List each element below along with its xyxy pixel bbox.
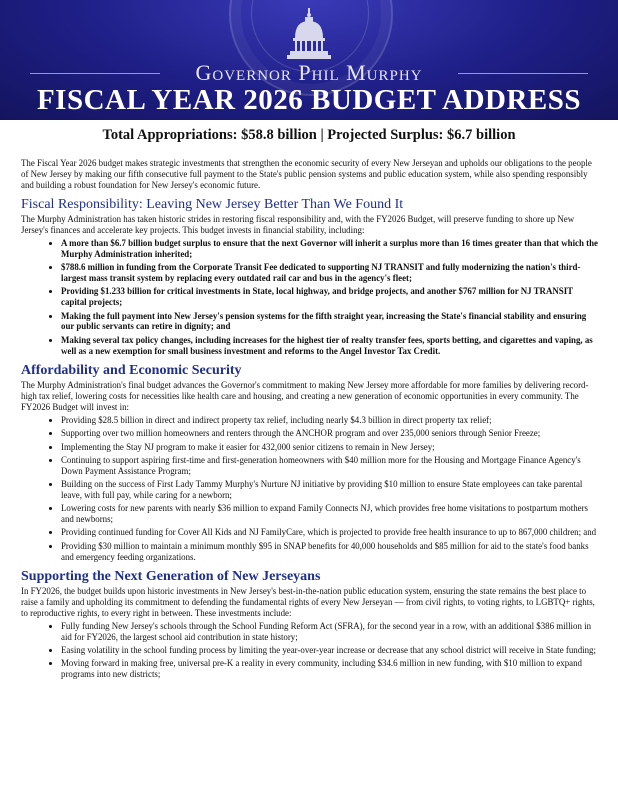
list-item: • Continuing to support aspiring first-time and first-generation homeowners with $40 million more for the Housing and Mortgage Finance Agency's Down Payment Assistance Program; (61, 455, 598, 477)
list-item: • $788.6 million in funding from the Corporate Transit Fee dedicated to supporting NJ TRANSIT and fully modernizing the nation's third-largest mass transit system by replacing every outdated rail car and bus in the agency's fleet; (61, 262, 598, 284)
capitol-dome-icon (287, 8, 331, 62)
list-item: • Building on the success of First Lady Tammy Murphy's Nurture NJ initiative by providing $10 million to ensure State employees can take parental leave, with full pay, while caring for a newborn; (61, 479, 598, 501)
list-item: • Implementing the Stay NJ program to make it easier for 432,000 senior citizens to remain in New Jersey; (61, 442, 598, 453)
intro-paragraph: The Fiscal Year 2026 budget makes strategic investments that strengthen the economic security of every New Jerseyan and upholds our obligations to the people of New Jersey by making our fifth consecutive full payment to the State's public pension systems and public education system, while also spending responsibly and building a robust foundation for New Jersey's economic future. (21, 158, 592, 190)
budget-totals: Total Appropriations: $58.8 billion | Projected Surplus: $6.7 billion (102, 127, 516, 143)
section-heading: Affordability and Economic Security (21, 363, 242, 379)
bullet-list (21, 621, 598, 680)
list-item: • Providing $1.233 billion for critical investments in State, local highway, and bridge projects, and another $767 million for NJ TRANSIT capital projects; (61, 286, 598, 308)
document-body (0, 158, 618, 680)
list-item: • Providing $28.5 billion in direct and indirect property tax relief, including nearly $4.3 billion in direct property tax relief; (61, 415, 598, 426)
list-item: • Supporting over two million homeowners and renters through the ANCHOR program and over 235,000 seniors through Senior Freeze; (61, 428, 598, 439)
section-body: The Murphy Administration has taken historic strides in restoring fiscal responsibility and, with the FY2026 Budget, will preserve funding to shore up New Jersey's finances and accelerate key projects. This budget invests in financial stability, including: (21, 214, 575, 236)
list-item: • Lowering costs for new parents with nearly $36 million to expand Family Connects NJ, which provides free home visitations to postpartum mothers and newborns; (61, 503, 598, 525)
section-heading: Fiscal Responsibility: Leaving New Jersey Better Than We Found It (21, 197, 404, 213)
section-fiscal-responsibility (21, 196, 598, 356)
section-body: The Murphy Administration's final budget advances the Governor's commitment to making New Jersey more affordable for more families by delivering record-high tax relief, lowering costs for necessities like health care and housing, and creating a new generation of economic opportunities in every community. The FY2026 Budget will invest in: (21, 380, 589, 412)
list-item: • Making the full payment into New Jersey's pension systems for the fifth straight year, increasing the State's financial stability and ensuring our public servants can retire in dignity; and (61, 311, 598, 333)
section-body: In FY2026, the budget builds upon historic investments in New Jersey's best-in-the-nation public education system, ensuring the state remains the best place to raise a family and upholding its commitment to defending the fundamental rights of every New Jerseyan — from civil rights, to voting rights, to LGBTQ+ rights, to reproductive rights, to every right in between. These investments include: (21, 586, 595, 619)
list-item: • Providing continued funding for Cover All Kids and NJ FamilyCare, which is projected to provide free health insurance to up to 867,000 children; and (61, 527, 598, 538)
header-banner (0, 0, 618, 120)
bullet-list (21, 415, 598, 563)
bullet-list (21, 238, 598, 356)
governor-name: Governor Phil Murphy (195, 60, 423, 85)
page-title: FISCAL YEAR 2026 BUDGET ADDRESS (36, 84, 582, 116)
list-item: • Fully funding New Jersey's schools through the School Funding Reform Act (SFRA), for the second year in a row, with an additional $386 million in aid for FY2026, the largest school aid contribution in state history; (61, 621, 598, 643)
list-item: • Making several tax policy changes, including increases for the highest tier of realty transfer fees, sports betting, and cigarettes and vaping, as well as a new exemption for small business investment and reforms to the Angel Investor Tax Credit. (61, 335, 598, 357)
list-item: • Providing $30 million to maintain a minimum monthly $95 in SNAP benefits for 40,000 households and $85 million for aid to the state's food banks and emergency feeding organizations. (61, 541, 598, 563)
list-item: • A more than $6.7 billion budget surplus to ensure that the next Governor will inherit a surplus more than 16 times greater than that which the Murphy Administration inherited; (61, 238, 598, 260)
section-next-generation (21, 568, 598, 680)
list-item: • Moving forward in making free, universal pre-K a reality in every community, including $34.6 million in new funding, with $10 million to expand programs into new districts; (61, 658, 598, 680)
section-affordability (21, 362, 598, 562)
list-item: • Easing volatility in the school funding process by limiting the year-over-year increase or decrease that any school district will receive in State funding; (61, 645, 598, 656)
section-heading: Supporting the Next Generation of New Jerseyans (21, 569, 321, 585)
